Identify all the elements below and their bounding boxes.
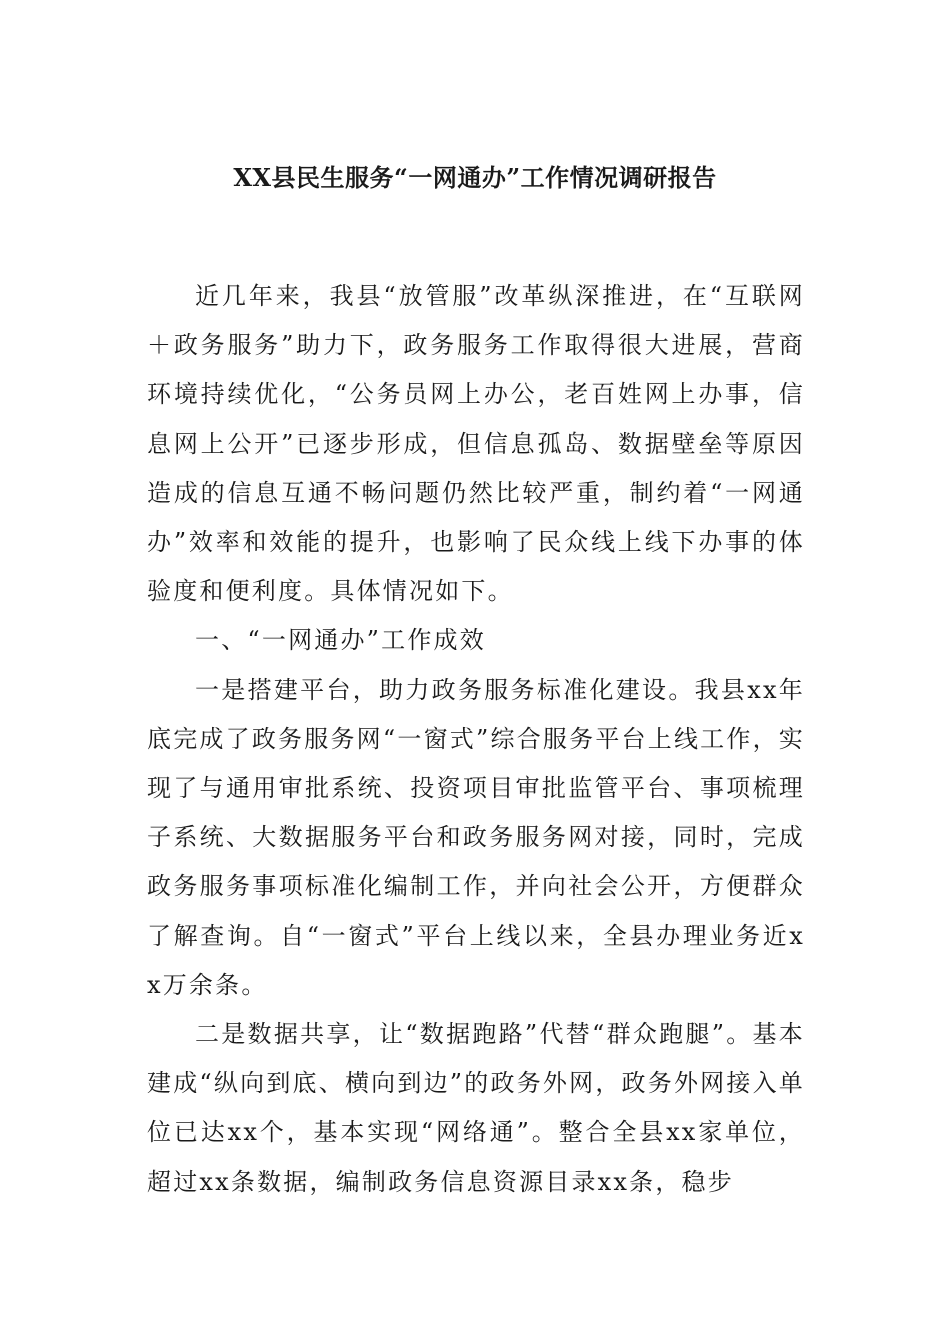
paragraph-platform: 一是搭建平台，助力政务服务标准化建设。我县xx年底完成了政务服务网“一窗式”综合服务平台上线工作，实现了与通用审批系统、投资项目审批监管平台、事项梳理子系统、大数据服务平台和政务服务网对接，同时，完成政务服务事项标准化编制工作，并向社会公开，方便群众了解查询。自“一窗式”平台上线以来，全县办理业务近xx万余条。 [147,675,805,999]
section-heading-1: 一、“一网通办”工作成效 [195,626,486,655]
paragraph-data-sharing: 二是数据共享，让“数据跑路”代替“群众跑腿”。基本建成“纵向到底、横向到边”的政务外网，政务外网接入单位已达xx个，基本实现“网络通”。整合全县xx家单位，超过xx条数据，编制政务信息资源目录xx条，稳步 [147,1020,805,1196]
document-body [147,272,805,1207]
document-title: XX县民生服务“一网通办”工作情况调研报告 [233,163,717,192]
paragraph-intro: 近几年来，我县“放管服”改革纵深推进，在“互联网＋政务服务”助力下，政务服务工作取得很大进展，营商环境持续优化，“公务员网上办公，老百姓网上办事，信息网上公开”已逐步形成，但信息孤岛、数据壁垒等原因造成的信息互通不畅问题仍然比较严重，制约着“一网通办”效率和效能的提升，也影响了民众线上线下办事的体验度和便利度。具体情况如下。 [147,282,805,606]
